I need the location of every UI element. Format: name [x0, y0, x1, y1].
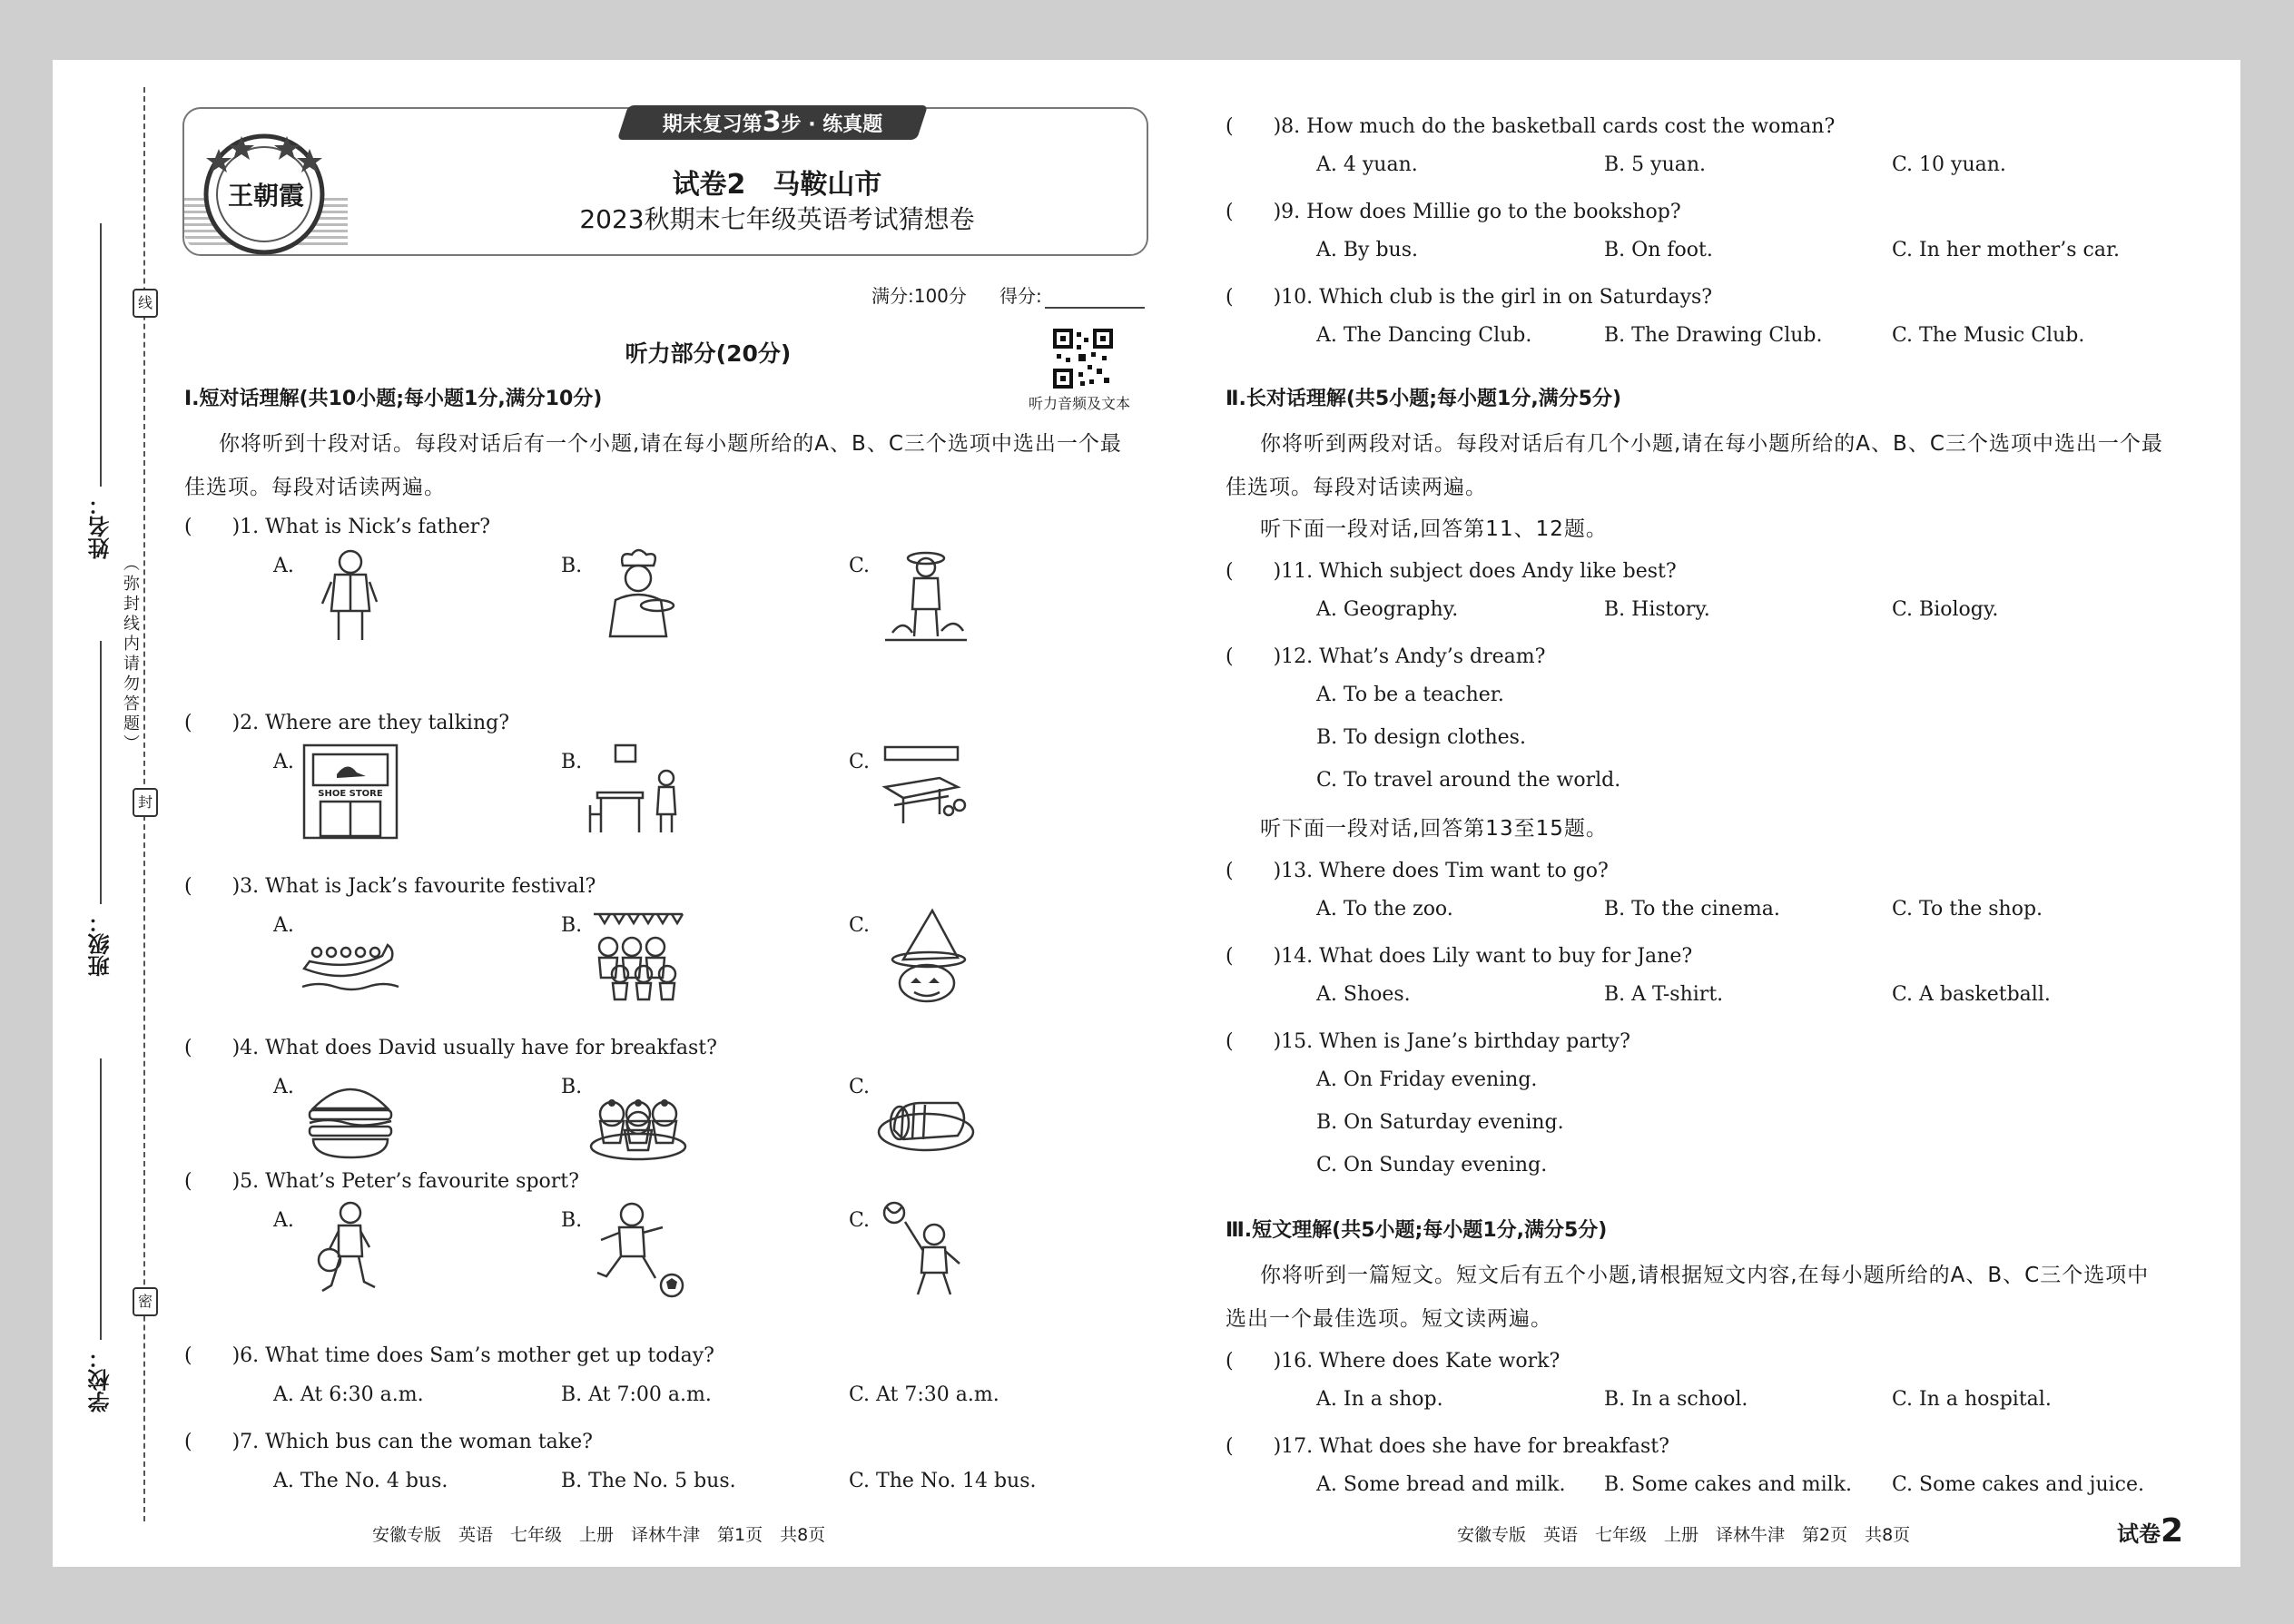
q8-text: )8. How much do the basketball cards cost the woman?	[1273, 115, 1836, 138]
name-label: 姓名：	[88, 494, 113, 559]
answer-bracket[interactable]: (	[1226, 115, 1274, 138]
footer-left: 安徽专版 英语 七年级 上册 译林牛津 第1页 共8页	[372, 1525, 826, 1545]
q1-text: )1. What is Nick’s father?	[231, 516, 491, 538]
q11-option-a[interactable]: A. Geography.	[1316, 598, 1459, 621]
q12-text: )12. What’s Andy’s dream?	[1273, 645, 1546, 668]
q8-option-a[interactable]: A. 4 yuan.	[1316, 153, 1418, 176]
answer-bracket[interactable]: (	[184, 1170, 232, 1193]
q6-block	[184, 1340, 714, 1368]
q17-option-c[interactable]: C. Some cakes and juice.	[1892, 1473, 2145, 1496]
cook-icon[interactable]	[588, 546, 688, 645]
halloween-icon[interactable]	[876, 905, 976, 1005]
shoe-store-icon[interactable]	[300, 742, 400, 842]
q8-stem	[1226, 111, 1835, 139]
score-field[interactable]	[1045, 307, 1145, 309]
section2-heading: Ⅱ.长对话理解(共5小题;每小题1分,满分5分)	[1226, 388, 1622, 410]
q6-option-a[interactable]: A. At 6:30 a.m.	[273, 1383, 424, 1406]
q6-text: )6. What time does Sam’s mother get up today?	[231, 1344, 714, 1367]
q16-text: )16. Where does Kate work?	[1273, 1350, 1561, 1373]
q15-stem	[1226, 1026, 1630, 1054]
q9-option-a[interactable]: A. By bus.	[1316, 239, 1418, 261]
q2-option-a[interactable]: A.	[273, 751, 294, 773]
supermarket-icon[interactable]	[876, 742, 976, 842]
doctor-icon[interactable]	[300, 546, 400, 645]
section2-intro-2: 听下面一段对话,回答第13至15题。	[1260, 817, 1608, 841]
q14-option-a[interactable]: A. Shoes.	[1316, 983, 1411, 1006]
q4-option-a[interactable]: A.	[273, 1076, 294, 1098]
answer-bracket[interactable]: (	[1226, 1435, 1274, 1458]
q3-stem	[184, 871, 596, 899]
section2-instr-1: 你将听到两段对话。每段对话后有几个小题,请在每小题所给的A、B、C三个选项中选出一个最	[1260, 432, 2163, 456]
q14-text: )14. What does Lily want to buy for Jane?	[1273, 945, 1693, 968]
q13-option-c[interactable]: C. To the shop.	[1892, 898, 2043, 920]
q1-option-b[interactable]: B.	[561, 555, 583, 577]
q12-option-a[interactable]: A. To be a teacher.	[1316, 684, 1504, 706]
binding-mark-secret: 密	[133, 1287, 158, 1316]
qr-code-icon	[1053, 329, 1113, 389]
q16-stem	[1226, 1345, 1560, 1373]
paper-number: 2	[2161, 1512, 2184, 1550]
q3-option-a[interactable]: A.	[273, 914, 294, 937]
q11-option-b[interactable]: B. History.	[1604, 598, 1710, 621]
answer-bracket[interactable]: (	[184, 712, 232, 734]
q10-option-c[interactable]: C. The Music Club.	[1892, 324, 2085, 347]
q2-option-b[interactable]: B.	[561, 751, 583, 773]
q3-option-b[interactable]: B.	[561, 914, 583, 937]
q16-option-a[interactable]: A. In a shop.	[1316, 1388, 1443, 1411]
q1-stem	[184, 511, 490, 539]
q7-stem	[184, 1426, 593, 1454]
binding-notice: （弥封线内请勿答题）	[121, 555, 140, 754]
banner-suffix: 步 · 练真题	[781, 113, 883, 136]
answer-bracket[interactable]: (	[1226, 286, 1274, 309]
q4-option-c[interactable]: C.	[849, 1076, 871, 1098]
q12-stem	[1226, 641, 1545, 669]
answer-bracket[interactable]: (	[1226, 645, 1274, 668]
section1-instr-2: 佳选项。每段对话读两遍。	[184, 476, 446, 499]
q11-stem	[1226, 556, 1677, 584]
basketball-icon[interactable]	[300, 1200, 400, 1300]
qr-code[interactable]	[1053, 329, 1113, 389]
section2-instr-2: 佳选项。每段对话读两遍。	[1226, 476, 1487, 499]
q17-option-b[interactable]: B. Some cakes and milk.	[1604, 1473, 1853, 1496]
q3-option-c[interactable]: C.	[849, 914, 871, 937]
q17-stem	[1226, 1431, 1669, 1459]
q9-option-c[interactable]: C. In her mother’s car.	[1892, 239, 2121, 261]
answer-bracket[interactable]: (	[184, 875, 232, 898]
q12-option-b[interactable]: B. To design clothes.	[1316, 726, 1526, 749]
answer-bracket[interactable]: (	[184, 516, 232, 538]
party-icon[interactable]	[588, 905, 688, 1005]
q9-option-b[interactable]: B. On foot.	[1604, 239, 1713, 261]
football-icon[interactable]	[588, 1200, 688, 1300]
q5-option-a[interactable]: A.	[273, 1209, 294, 1232]
q11-option-c[interactable]: C. Biology.	[1892, 598, 1999, 621]
q7-option-c[interactable]: C. The No. 14 bus.	[849, 1470, 1037, 1492]
q1-option-a[interactable]: A.	[273, 555, 294, 577]
banner-step: 3	[762, 106, 782, 138]
q7-block	[184, 1426, 593, 1454]
q4-stem	[184, 1032, 717, 1060]
hamburger-icon[interactable]	[300, 1067, 400, 1166]
q16-option-b[interactable]: B. In a school.	[1604, 1388, 1748, 1411]
answer-bracket[interactable]: (	[1226, 1350, 1274, 1373]
q12-option-c[interactable]: C. To travel around the world.	[1316, 769, 1621, 792]
answer-bracket[interactable]: (	[184, 1431, 232, 1453]
binding-mark-line: 线	[133, 289, 158, 318]
q4-option-b[interactable]: B.	[561, 1076, 583, 1098]
q3-text: )3. What is Jack’s favourite festival?	[231, 875, 596, 898]
q7-option-a[interactable]: A. The No. 4 bus.	[273, 1470, 448, 1492]
paper-label	[2117, 1512, 2183, 1550]
class-field[interactable]	[100, 641, 102, 904]
q9-text: )9. How does Millie go to the bookshop?	[1273, 201, 1681, 223]
answer-bracket[interactable]: (	[1226, 201, 1274, 223]
paper-label-text: 试卷	[2117, 1521, 2161, 1547]
q4-text: )4. What does David usually have for breakfast?	[231, 1037, 717, 1059]
section2-intro-1: 听下面一段对话,回答第11、12题。	[1260, 517, 1608, 541]
banner-prefix: 期末复习第	[662, 113, 763, 136]
q6-option-c[interactable]: C. At 7:30 a.m.	[849, 1383, 999, 1406]
q13-stem	[1226, 855, 1609, 883]
q8-option-c[interactable]: C. 10 yuan.	[1892, 153, 2006, 176]
answer-bracket[interactable]: (	[1226, 945, 1274, 968]
q13-option-b[interactable]: B. To the cinema.	[1604, 898, 1780, 920]
q10-stem	[1226, 281, 1712, 310]
q5-text: )5. What’s Peter’s favourite sport?	[231, 1170, 579, 1193]
listening-title: 听力部分(20分)	[625, 340, 792, 367]
restaurant-icon[interactable]	[588, 742, 688, 842]
q2-option-c[interactable]: C.	[849, 751, 871, 773]
q15-text: )15. When is Jane’s birthday party?	[1273, 1030, 1630, 1053]
q11-text: )11. Which subject does Andy like best?	[1273, 560, 1677, 583]
paper-subtitle: 2023秋期末七年级英语考试猜想卷	[579, 204, 975, 234]
q17-option-a[interactable]: A. Some bread and milk.	[1316, 1473, 1566, 1496]
binding-mark-seal: 封	[133, 788, 158, 817]
score-label: 得分:	[999, 285, 1042, 307]
q7-text: )7. Which bus can the woman take?	[231, 1431, 593, 1453]
q8-option-b[interactable]: B. 5 yuan.	[1604, 153, 1707, 176]
paper-title: 试卷2 马鞍山市	[672, 169, 882, 201]
q10-text: )10. Which club is the girl in on Saturdays?	[1273, 286, 1713, 309]
q5-stem	[184, 1166, 579, 1194]
svg-text:SHOE STORE: SHOE STORE	[318, 789, 383, 799]
exam-sheet	[53, 60, 2240, 1567]
q14-stem	[1226, 940, 1692, 969]
answer-bracket[interactable]: (	[184, 1037, 232, 1059]
q2-stem	[184, 707, 509, 735]
qr-caption: 听力音频及文本	[1029, 395, 1131, 412]
logo-text: 王朝霞	[228, 181, 305, 211]
q14-option-b[interactable]: B. A T-shirt.	[1604, 983, 1724, 1006]
q14-option-c[interactable]: C. A basketball.	[1892, 983, 2051, 1006]
q5-option-b[interactable]: B.	[561, 1209, 583, 1232]
bread-icon[interactable]	[876, 1067, 976, 1166]
farmer-icon[interactable]	[876, 546, 976, 645]
school-field[interactable]	[100, 1058, 102, 1340]
q5-option-c[interactable]: C.	[849, 1209, 871, 1232]
section1-instr-1: 你将听到十段对话。每段对话后有一个小题,请在每小题所给的A、B、C三个选项中选出一个最	[219, 432, 1122, 456]
section3-heading: Ⅲ.短文理解(共5小题;每小题1分,满分5分)	[1226, 1219, 1608, 1242]
q6-option-b[interactable]: B. At 7:00 a.m.	[561, 1383, 712, 1406]
q17-text: )17. What does she have for breakfast?	[1273, 1435, 1669, 1458]
class-label: 班级：	[88, 911, 113, 977]
q15-option-b[interactable]: B. On Saturday evening.	[1316, 1111, 1564, 1134]
answer-bracket[interactable]: (	[1226, 560, 1274, 583]
section1-heading: Ⅰ.短对话理解(共10小题;每小题1分,满分10分)	[184, 388, 603, 410]
section3-instr-1: 你将听到一篇短文。短文后有五个小题,请根据短文内容,在每小题所给的A、B、C三个选项中	[1260, 1264, 2150, 1287]
dragon-boat-icon[interactable]	[300, 905, 400, 1005]
answer-bracket[interactable]: (	[184, 1344, 232, 1367]
answer-bracket[interactable]: (	[1226, 860, 1274, 882]
q6-stem	[184, 1340, 714, 1368]
q13-text: )13. Where does Tim want to go?	[1273, 860, 1609, 882]
q10-option-b[interactable]: B. The Drawing Club.	[1604, 324, 1823, 347]
volleyball-icon[interactable]	[876, 1200, 976, 1300]
q7-option-b[interactable]: B. The No. 5 bus.	[561, 1470, 736, 1492]
q10-option-a[interactable]: A. The Dancing Club.	[1316, 324, 1532, 347]
cupcakes-icon[interactable]	[588, 1067, 688, 1166]
answer-bracket[interactable]: (	[1226, 1030, 1274, 1053]
name-field[interactable]	[100, 223, 102, 487]
q13-option-a[interactable]: A. To the zoo.	[1316, 898, 1453, 920]
q15-option-c[interactable]: C. On Sunday evening.	[1316, 1154, 1548, 1176]
q15-option-a[interactable]: A. On Friday evening.	[1316, 1068, 1538, 1091]
q9-stem	[1226, 196, 1681, 224]
header-banner-text	[623, 107, 922, 141]
q16-option-c[interactable]: C. In a hospital.	[1892, 1388, 2052, 1411]
q2-text: )2. Where are they talking?	[231, 712, 509, 734]
school-label: 学校：	[88, 1347, 113, 1412]
section3-instr-2: 选出一个最佳选项。短文读两遍。	[1226, 1307, 1552, 1331]
q1-option-c[interactable]: C.	[849, 555, 871, 577]
score-full: 满分:100分	[871, 285, 967, 307]
footer-right: 安徽专版 英语 七年级 上册 译林牛津 第2页 共8页	[1457, 1525, 1911, 1545]
